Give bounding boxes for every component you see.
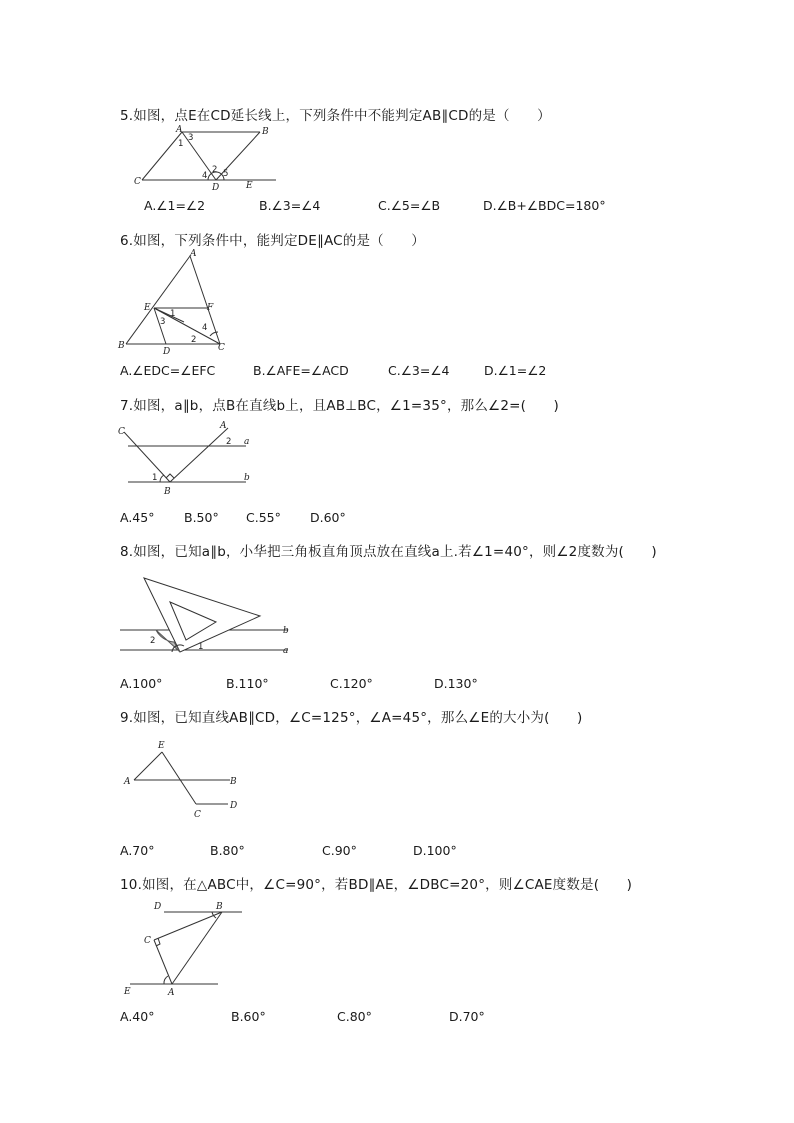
q7-option-a[interactable]: A.45° [120, 510, 155, 525]
q9-label-c: C [194, 810, 201, 820]
q10-label-c: C [144, 936, 151, 946]
q10-option-b[interactable]: B.60° [231, 1009, 266, 1024]
q9-option-c[interactable]: C.90° [322, 843, 357, 858]
q5-label-e: E [246, 181, 253, 191]
q8-option-d[interactable]: D.130° [434, 676, 478, 691]
q10-option-c[interactable]: C.80° [337, 1009, 372, 1024]
q7-option-d[interactable]: D.60° [310, 510, 346, 525]
q6-option-d[interactable]: D.∠1=∠2 [484, 363, 547, 378]
q7-label-b: B [164, 487, 171, 497]
q7-line-b: b [244, 473, 250, 483]
q8-line-b: b [283, 626, 289, 636]
q9-option-a[interactable]: A.70° [120, 843, 155, 858]
q6-option-b[interactable]: B.∠AFE=∠ACD [253, 363, 349, 378]
q7-option-c[interactable]: C.55° [246, 510, 281, 525]
q6-option-c[interactable]: C.∠3=∠4 [388, 363, 450, 378]
q6-angle-3: 3 [160, 317, 166, 327]
q10-option-d[interactable]: D.70° [449, 1009, 485, 1024]
question-5-figure [130, 126, 280, 194]
q10-label-d: D [154, 902, 162, 912]
q6-label-b: B [118, 341, 125, 351]
q5-option-d[interactable]: D.∠B+∠BDC=180° [483, 198, 606, 213]
q6-angle-4: 4 [202, 323, 208, 333]
q8-angle-1: 1 [198, 642, 204, 652]
q5-label-b: B [262, 127, 269, 137]
question-5-stem: 5.如图，点E在CD延长线上，下列条件中不能判定AB∥CD的是（ ） [120, 108, 551, 124]
q8-line-a: a [283, 646, 289, 656]
question-8-figure [118, 570, 298, 656]
q5-option-c[interactable]: C.∠5=∠B [378, 198, 441, 213]
question-7-figure [118, 418, 258, 498]
question-6-stem: 6.如图，下列条件中，能判定DE∥AC的是（ ） [120, 233, 425, 249]
q6-label-e: E [144, 303, 151, 313]
q7-option-b[interactable]: B.50° [184, 510, 219, 525]
question-9-figure [118, 738, 248, 822]
q6-angle-2: 2 [191, 335, 197, 345]
q6-option-a[interactable]: A.∠EDC=∠EFC [120, 363, 216, 378]
question-6-figure [118, 249, 233, 357]
question-9-stem: 9.如图，已知直线AB∥CD，∠C=125°，∠A=45°，那么∠E的大小为( ) [120, 710, 583, 726]
q10-label-a: A [168, 988, 175, 998]
q6-label-d: D [163, 347, 171, 357]
q10-option-a[interactable]: A.40° [120, 1009, 155, 1024]
q5-angle-4: 4 [202, 171, 208, 181]
q5-label-a: A [176, 125, 183, 135]
q9-option-d[interactable]: D.100° [413, 843, 457, 858]
q7-angle-1: 1 [152, 473, 158, 483]
q5-option-b[interactable]: B.∠3=∠4 [259, 198, 321, 213]
q7-angle-2: 2 [226, 437, 232, 447]
question-7-stem: 7.如图，a∥b，点B在直线b上，且AB⊥BC，∠1=35°，那么∠2=( ) [120, 398, 559, 414]
q9-label-a: A [124, 777, 131, 787]
q5-angle-1: 1 [178, 139, 184, 149]
q5-label-d: D [212, 183, 220, 193]
question-8-stem: 8.如图，已知a∥b，小华把三角板直角顶点放在直线a上.若∠1=40°，则∠2度数为( ) [120, 544, 657, 560]
q9-label-b: B [230, 777, 237, 787]
q9-option-b[interactable]: B.80° [210, 843, 245, 858]
q5-option-a[interactable]: A.∠1=∠2 [144, 198, 206, 213]
q8-option-a[interactable]: A.100° [120, 676, 163, 691]
q8-angle-2: 2 [150, 636, 156, 646]
q5-angle-2: 2 [212, 165, 218, 175]
q7-label-a: A [220, 421, 227, 431]
q7-line-a: a [244, 437, 250, 447]
q10-label-e: E [124, 987, 131, 997]
q5-angle-3: 3 [188, 133, 194, 143]
q8-option-b[interactable]: B.110° [226, 676, 269, 691]
q8-option-c[interactable]: C.120° [330, 676, 373, 691]
q7-label-c: C [118, 427, 125, 437]
q9-label-e: E [158, 741, 165, 751]
question-10-figure [118, 896, 248, 1000]
q5-angle-5: 5 [223, 169, 229, 179]
q6-label-c: C [218, 343, 225, 353]
q6-label-f: F [207, 303, 214, 313]
q6-label-a: A [190, 249, 197, 259]
q5-label-c: C [134, 177, 141, 187]
q9-label-d: D [230, 801, 238, 811]
q10-label-b: B [216, 902, 223, 912]
question-10-stem: 10.如图，在△ABC中，∠C=90°，若BD∥AE，∠DBC=20°，则∠CAE度数是( ) [120, 877, 633, 893]
q6-angle-1: 1 [170, 309, 176, 319]
